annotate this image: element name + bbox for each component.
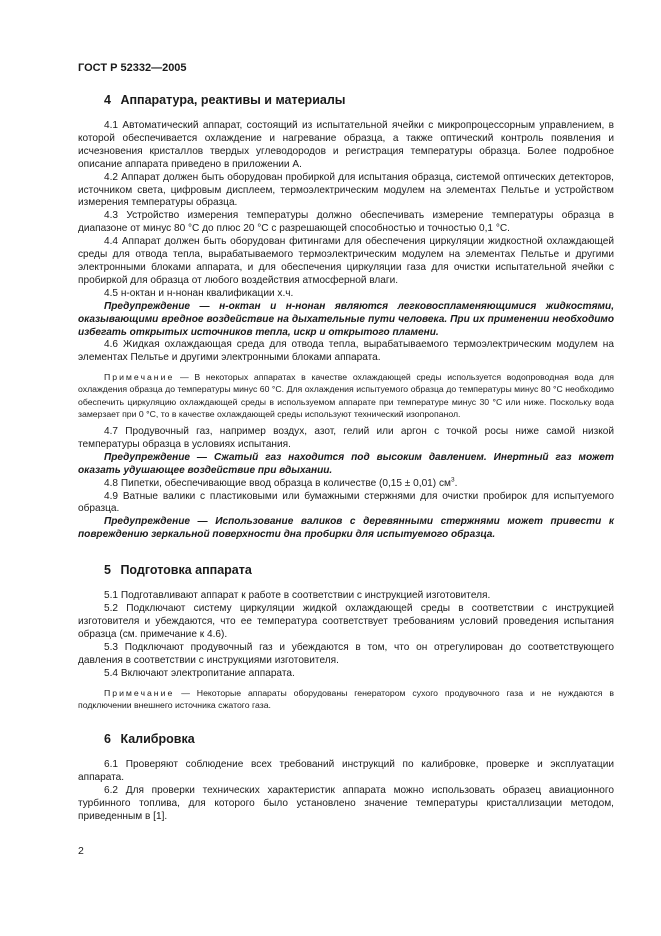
- section-6-heading: [104, 732, 614, 746]
- paragraph-4-8-text: 4.8 Пипетки, обеспечивающие ввод образца в количестве (0,15 ± 0,01) см: [104, 477, 451, 489]
- paragraph-6-1: 6.1 Проверяют соблюдение всех требований инструкций по калибровке, проверке и эксплуатации аппарата.: [78, 758, 614, 783]
- note-4-6: [78, 371, 614, 420]
- note-text: — Некоторые аппараты оборудованы генератором сухого продувочного газа и не нуждаются в подключении внешнего источника сжатого газа.: [78, 687, 614, 710]
- document-code-header: ГОСТ Р 52332—2005: [78, 62, 187, 74]
- section-number: 4: [104, 93, 111, 107]
- section-4-heading: [104, 93, 614, 107]
- page-number: 2: [78, 845, 84, 857]
- warning-4-9: Предупреждение — Использование валиков с деревянными стержнями может привести к повреждению зеркальной поверхности дна пробирки для испытуемого образца.: [78, 516, 614, 541]
- section-number: 6: [104, 731, 111, 746]
- paragraph-4-8: [78, 478, 614, 491]
- section-6: [78, 732, 614, 824]
- section-title: Подготовка аппарата: [120, 563, 252, 578]
- paragraph-4-6: 4.6 Жидкая охлаждающая среда для отвода тепла, вырабатываемого термоэлектрическим модулем на элементах Пельтье и другими электронными блоками аппарата.: [78, 339, 614, 364]
- paragraph-4-1: 4.1 Автоматический аппарат, состоящий из испытательной ячейки с микропроцессорным управлением, в которой обеспечивается охлаждение и нагревание образца, а также оптический контроль появления и исчезновения кристаллов твердых углеводородов и регистрация температуры образца. Более подробное описание аппарата приведено в приложении А.: [78, 120, 614, 170]
- superscript: 3: [450, 476, 455, 484]
- paragraph-5-2: 5.2 Подключают систему циркуляции жидкой охлаждающей среды в соответствии с инструкцией изготовителя и убеждаются, что ее температура соответствует требованиям условий проведения испытания образца (см. примечание к 4.6).: [78, 603, 614, 640]
- paragraph-6-2: 6.2 Для проверки технических характеристик аппарата можно использовать образец авиационного турбинного топлива, для которого было установлено значение температуры кристаллизации методом, приведенным в [1].: [78, 784, 614, 822]
- section-5-heading: [104, 563, 614, 577]
- paragraph-4-3: 4.3 Устройство измерения температуры должно обеспечивать измерение температуры образца в диапазоне от минус 80 °С до плюс 20 °С с разрешающей способностью и точностью 0,1 °С.: [78, 210, 614, 235]
- paragraph-5-4: 5.4 Включают электропитание аппарата.: [104, 667, 295, 679]
- paragraph-4-5: 4.5 н-октан и н-нонан квалификации х.ч.: [104, 287, 294, 299]
- section-5: [78, 563, 614, 711]
- paragraph-5-1: 5.1 Подготавливают аппарат к работе в соответствии с инструкцией изготовителя.: [104, 590, 491, 602]
- warning-4-5: Предупреждение — н-октан и н-нонан являются легковоспламеняющимися жидкостями, оказывающими вредное воздействие на дыхательные пути человека. При их применении необходимо избегать открытых источников тепла, искр и открытого пламени.: [78, 300, 614, 338]
- paragraph-5-3: 5.3 Подключают продувочный газ и убеждаются в том, что он отрегулирован до соответствующего давления в соответствии с инструкциями изготовителя.: [78, 641, 614, 666]
- section-4: [78, 93, 614, 542]
- note-label: Примечание: [104, 372, 175, 383]
- section-title: Калибровка: [120, 731, 195, 746]
- paragraph-4-4: 4.4 Аппарат должен быть оборудован фитингами для обеспечения циркуляции жидкостной охлаждающей среды для отвода тепла, вырабатываемого термоэлектрическим модулем на элементах Пельтье и другими электронными блоками аппарата, и для обеспечения циркуляции газа для очистки испытательной ячейки с пробиркой для образца от любого воздействия атмосферной влаги.: [78, 236, 614, 286]
- section-number: 5: [104, 563, 111, 578]
- paragraph-4-8-end: .: [454, 477, 458, 489]
- note-5-4: [78, 687, 614, 711]
- note-label: Примечание: [104, 687, 175, 698]
- section-title: Аппаратура, реактивы и материалы: [120, 93, 346, 107]
- note-text: — В некоторых аппаратах в качестве охлаждающей среды используется водопроводная вода для охлаждения образца до температуры минус 60 °С. Для охлаждения испытуемого образца до температуры минус 80 °С необходимо обеспечить циркуляцию охлаждающей среды в используемом аппарате при температуре минус 30 °С или ниже. Поскольку вода замерзает при 0 °С, то в качестве охлаждающей среды используют технический изопропанол.: [78, 372, 614, 419]
- paragraph-4-2: 4.2 Аппарат должен быть оборудован пробиркой для испытания образца, системой оптических детекторов, источником света, цифровым дисплеем, термоэлектрическим модулем на элементах Пельтье и устройством измерения температуры образца.: [78, 171, 614, 209]
- paragraph-4-9: 4.9 Ватные валики с пластиковыми или бумажными стержнями для очистки пробирок для испытуемого образца.: [78, 490, 614, 515]
- warning-4-7: Предупреждение — Сжатый газ находится под высоким давлением. Инертный газ может оказать удушающее воздействие при вдыхании.: [78, 451, 614, 476]
- paragraph-4-7: 4.7 Продувочный газ, например воздух, азот, гелий или аргон с точкой росы ниже самой низкой температуры образца в условиях испытания.: [78, 426, 614, 450]
